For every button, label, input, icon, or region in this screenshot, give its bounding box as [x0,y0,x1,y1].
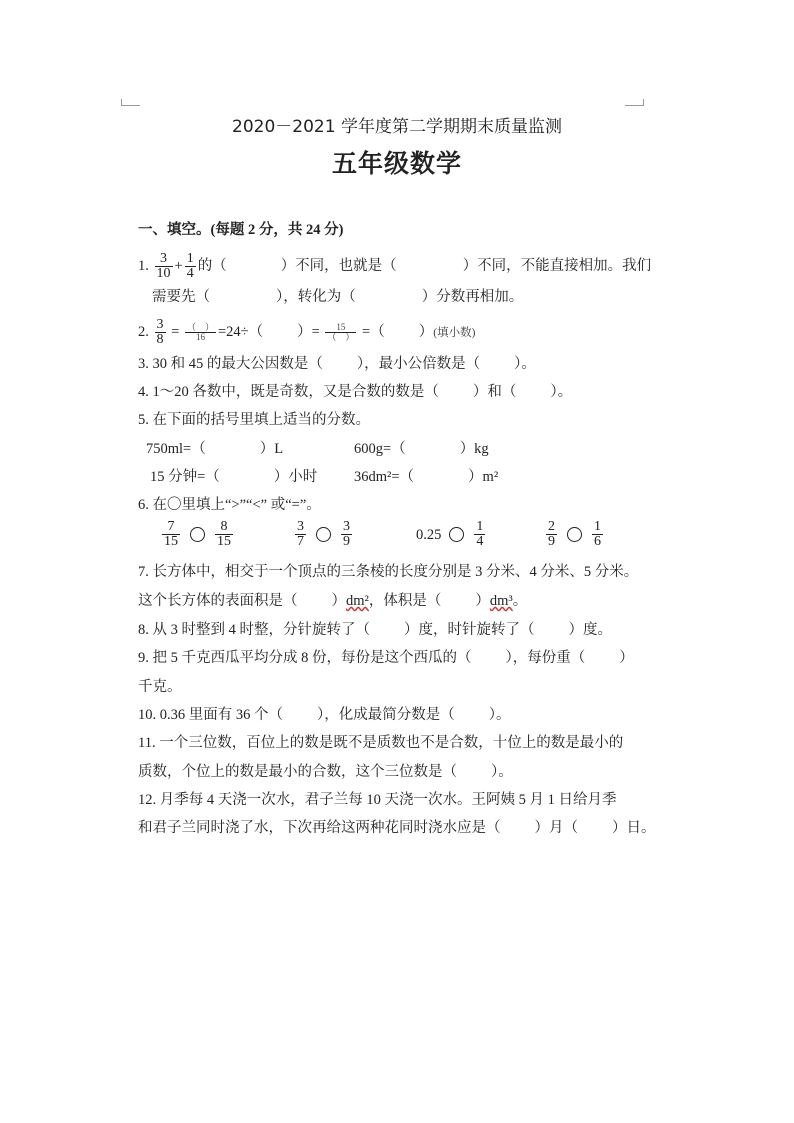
question-9-line-2: 千克。 [138,679,182,695]
question-5-item-b: 600g=（ ）kg [354,441,489,457]
compare-circle[interactable] [449,527,464,542]
fraction-3-10: $\frac{3}{10}$ [156,251,171,281]
question-4: 4. 1～20 各数中，既是奇数，又是合数的数是（ ）和（ ）。 [138,384,573,400]
compare-pair-1: $\frac{7}{15}$ $\frac{8}{15}$ [164,519,231,549]
question-11-line-2: 质数，个位上的数是最小的合数，这个三位数是（ ）。 [138,764,513,780]
fraction-3-8: $\frac{3}{8}$ [156,317,164,347]
question-5-item-a: 750ml=（ ）L [146,441,284,457]
question-5-item-d: 36dm²=（ ）m² [354,469,499,485]
compare-pair-3: 0.25 $\frac{1}{4}$ [416,519,484,549]
question-11-line-1: 11. 一个三位数，百位上的数是既不是质数也不是合数，十位上的数是最小的 [138,735,624,751]
question-7-line-1: 7. 长方体中，相交于一个顶点的三条棱的长度分别是 3 分米、4 分米、5 分米。 [138,564,639,580]
question-7-line-2: 这个长方体的表面积是（ ）dm²，体积是（ ）dm³。 [138,593,528,609]
corner-mark-left [121,99,140,106]
question-2: 2. $\frac{3}{8}$ = $\frac{( )}{16}$ =24÷（ ）= $\frac{15}{( )}$ =（ ）(填小数) [138,317,476,347]
fraction-15-blank: $\frac{15}{( )}$ [327,322,355,342]
compare-circle[interactable] [190,527,205,542]
question-1-line-1: 1. $\frac{3}{10}$ + $\frac{1}{4}$ 的（ ）不同，也就是（ ）不同，不能直接相加。我们 [138,251,652,281]
question-10: 10. 0.36 里面有 36 个（ ），化成最简分数是（ ）。 [138,707,511,723]
question-6: 6. 在〇里填上“>”“<” 或“=”。 [138,497,321,513]
corner-mark-right [625,99,644,106]
compare-pair-2: $\frac{3}{7}$ $\frac{3}{9}$ [297,519,350,549]
fraction-1-4: $\frac{1}{4}$ [186,251,194,281]
compare-circle[interactable] [567,527,582,542]
question-12-line-1: 12. 月季每 4 天浇一次水，君子兰每 10 天浇一次水。王阿姨 5 月 1 日给月季 [138,792,617,808]
compare-pair-4: $\frac{2}{9}$ $\frac{1}{6}$ [548,519,601,549]
question-8: 8. 从 3 时整到 4 时整，分针旋转了（ ）度，时针旋转了（ ）度。 [138,622,612,638]
section-heading: 一、填空。(每题 2 分，共 24 分) [138,222,344,238]
question-5-item-c: 15 分钟=（ ）小时 [150,469,318,485]
question-5: 5. 在下面的括号里填上适当的分数。 [138,412,370,428]
question-9-line-1: 9. 把 5 千克西瓜平均分成 8 份，每份是这个西瓜的（ ），每份重（ ） [138,650,634,666]
fraction-blank-16: $\frac{( )}{16}$ [186,322,214,342]
question-3: 3. 30 和 45 的最大公因数是（ ），最小公倍数是（ ）。 [138,356,536,372]
question-12-line-2: 和君子兰同时浇了水，下次再给这两种花同时浇水应是（ ）月（ ）日。 [138,820,656,836]
exam-title: 2020－2021 学年度第二学期期末质量监测 [232,117,562,137]
exam-subtitle: 五年级数学 [331,149,462,178]
compare-circle[interactable] [316,527,331,542]
question-1-line-2: 需要先（ ），转化为（ ）分数再相加。 [152,289,524,305]
